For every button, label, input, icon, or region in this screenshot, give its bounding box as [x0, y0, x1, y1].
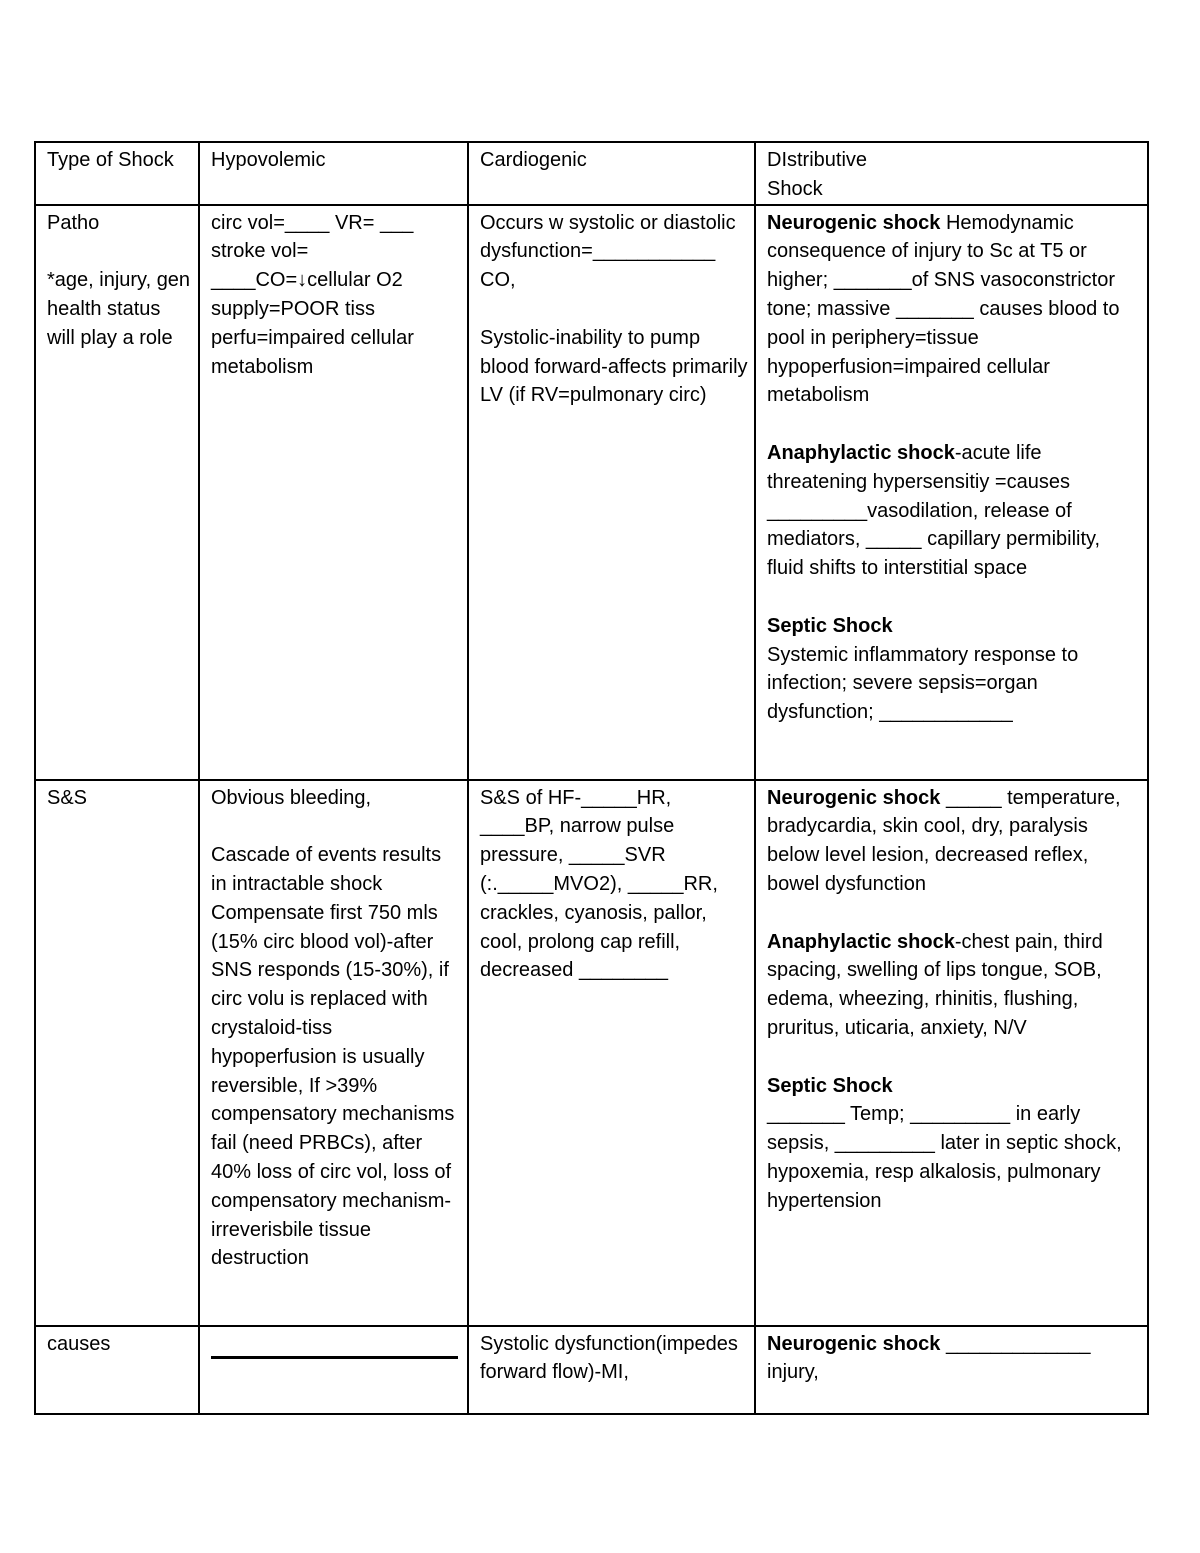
causes-cardiogenic-text: Systolic dysfunction(impedes forward flow)-MI,: [480, 1332, 738, 1384]
patho-cardiogenic-text-2: Systolic-inability to pump blood forward-affects primarily LV (if RV=pulmonary circ): [480, 326, 748, 407]
neurogenic-shock-text: Hemodynamic consequence of injury to Sc at T5 or higher; _______of SNS vasoconstrictor tone; massive _______ causes blood to pool in periphery=tissue hypoperfusion=impaired cellular metabolism: [767, 211, 1120, 407]
patho-note: *age, injury, gen health status will play a role: [47, 269, 191, 349]
shock-comparison-table: [34, 141, 1149, 1415]
patho-label-cell: [35, 205, 199, 780]
causes-label-cell: [35, 1326, 199, 1414]
ss-hypovolemic-text-1: Obvious bleeding,: [211, 786, 372, 809]
blank-answer-line: [211, 1356, 458, 1359]
septic-shock-heading: Septic Shock: [767, 1074, 893, 1097]
ss-neurogenic-paragraph: [767, 784, 1141, 899]
causes-neurogenic-paragraph: [767, 1330, 1141, 1388]
causes-distributive-cell: [755, 1326, 1148, 1414]
patho-distributive-cell: [755, 205, 1148, 780]
neurogenic-shock-heading: Neurogenic shock: [767, 786, 941, 809]
ss-row: [35, 780, 1148, 1326]
ss-cardiogenic-text: S&S of HF-_____HR, ____BP, narrow pulse pressure, _____SVR (:._____MVO2), _____RR, crackles, cyanosis, pallor, cool, prolong cap refill, decreased ________: [480, 786, 718, 982]
ss-distributive-cell: [755, 780, 1148, 1326]
causes-hypovolemic-cell: [199, 1326, 468, 1414]
header-cardiogenic: Cardiogenic: [468, 142, 755, 205]
patho-cardiogenic-text-1: Occurs w systolic or diastolic dysfunction=___________ CO,: [480, 211, 736, 292]
septic-shock-heading: Septic Shock: [767, 614, 893, 637]
neurogenic-shock-heading: Neurogenic shock: [767, 1332, 941, 1355]
patho-cardiogenic-cell: [468, 205, 755, 780]
patho-row: [35, 205, 1148, 780]
neurogenic-shock-text: _____ temperature, bradycardia, skin cool, dry, paralysis below level lesion, decreased reflex, bowel dysfunction: [767, 786, 1121, 895]
patho-hypovolemic-cell: [199, 205, 468, 780]
ss-hypovolemic-text-2: Cascade of events results in intractable shock Compensate first 750 mls (15% circ blood vol)-after SNS responds (15-30%), if circ volu is replaced with crystaloid-tiss hypoperfusion is usually reversible, If >39% compensatory mechanisms fail (need PRBCs), after 40% loss of circ vol, loss of compensatory mechanism-irreverisbile tissue destruction: [211, 844, 455, 1270]
patho-neurogenic-paragraph: [767, 209, 1141, 411]
patho-hypovolemic-text: circ vol=____ VR= ___ stroke vol= ____CO=↓cellular O2 supply=POOR tiss perfu=impaired cellular metabolism: [211, 211, 414, 378]
header-type-of-shock: Type of Shock: [35, 142, 199, 205]
anaphylactic-shock-heading: Anaphylactic shock: [767, 930, 955, 953]
septic-shock-text: Systemic inflammatory response to infection; severe sepsis=organ dysfunction; ____________: [767, 643, 1079, 724]
patho-label: Patho: [47, 211, 100, 234]
header-distributive: DIstributive Shock: [755, 142, 1148, 205]
neurogenic-shock-text: _____________ injury,: [767, 1332, 1091, 1384]
ss-hypovolemic-cell: [199, 780, 468, 1326]
ss-label: S&S: [47, 786, 88, 809]
neurogenic-shock-heading: Neurogenic shock: [767, 211, 941, 234]
causes-row: [35, 1326, 1148, 1414]
ss-cardiogenic-cell: [468, 780, 755, 1326]
header-hypovolemic: Hypovolemic: [199, 142, 468, 205]
causes-cardiogenic-cell: [468, 1326, 755, 1414]
septic-shock-text: _______ Temp; _________ in early sepsis, _________ later in septic shock, hypoxemia, resp alkalosis, pulmonary hypertension: [767, 1103, 1122, 1212]
anaphylactic-shock-text: -acute life threatening hypersensitiy =causes _________vasodilation, release of mediators, _____ capillary permibility, fluid shifts to interstitial space: [767, 441, 1101, 580]
patho-anaphylactic-paragraph: [767, 439, 1141, 583]
causes-label: causes: [47, 1332, 111, 1355]
ss-anaphylactic-paragraph: [767, 928, 1141, 1043]
header-row: [35, 142, 1148, 205]
anaphylactic-shock-text: -chest pain, third spacing, swelling of lips tongue, SOB, edema, wheezing, rhinitis, flushing, pruritus, uticaria, anxiety, N/V: [767, 930, 1103, 1039]
ss-label-cell: [35, 780, 199, 1326]
anaphylactic-shock-heading: Anaphylactic shock: [767, 441, 955, 464]
